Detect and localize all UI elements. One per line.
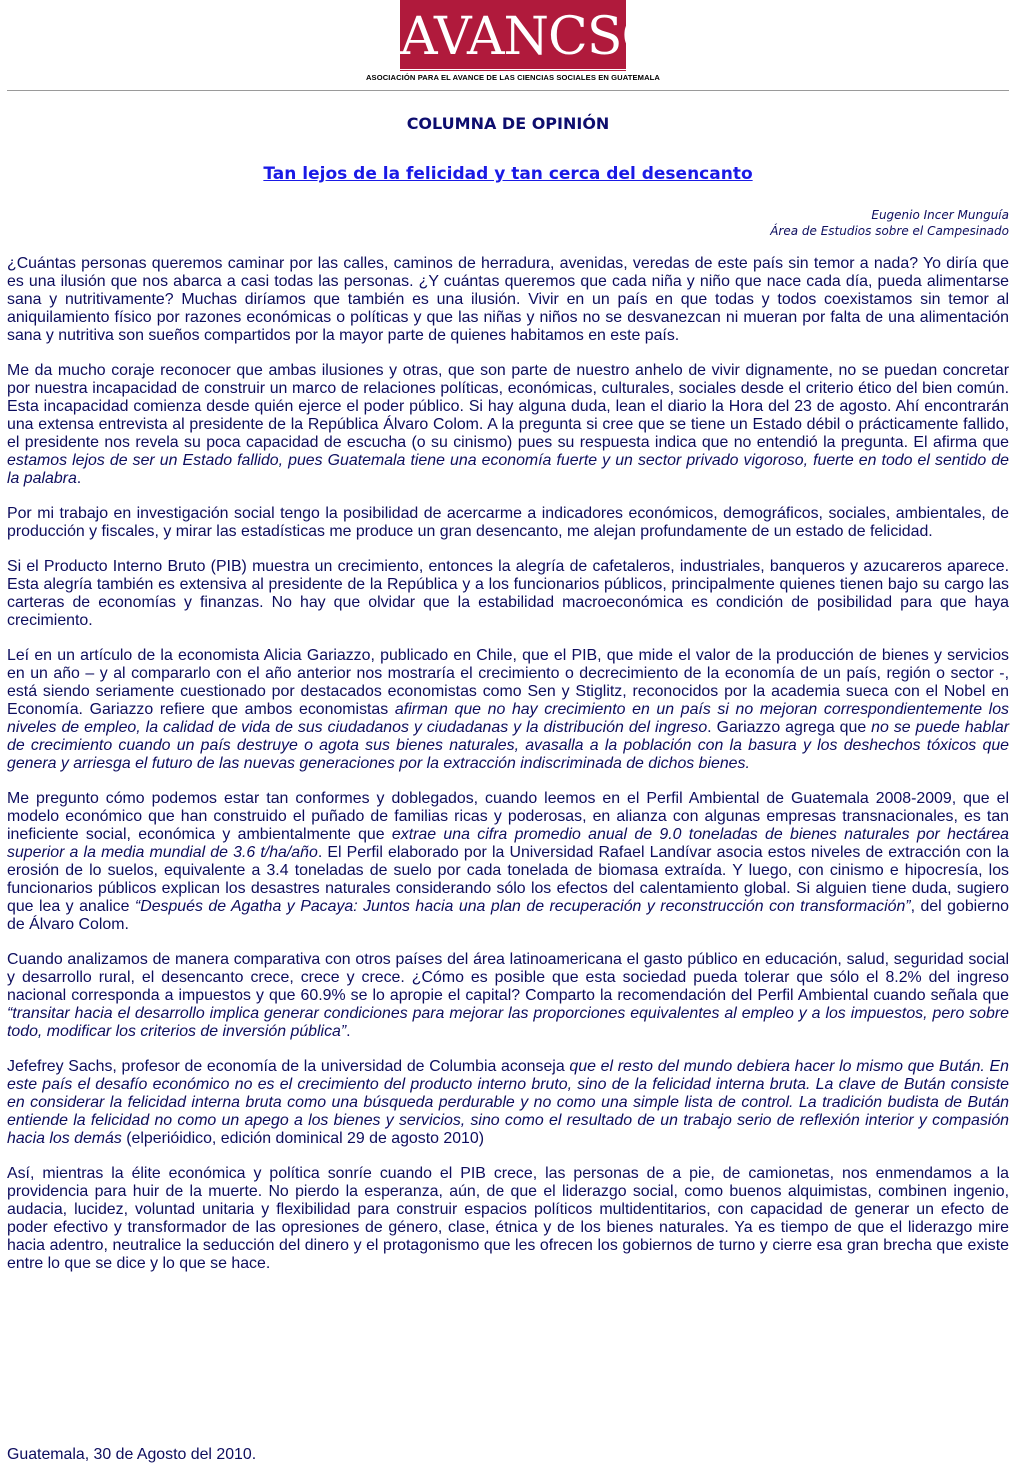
- paragraph-text: .: [346, 1023, 351, 1040]
- paragraph-text: Me da mucho coraje reconocer que ambas ilusiones y otras, que son parte de nuestro anhelo de vivir dignamente, no se puedan concretar por nuestra incapacidad de construir un marco de relaciones políticas, económicas, culturales, sociales desde el criterio ético del bien común. Esta incapacidad comienza desde quién ejerce el poder público. Si hay alguna duda, lean el diario la Hora del 23 de agosto. Ahí encontrarán una extensa entrevista al presidente de la República Álvaro Colom. A la pregunta si cree que se tiene un Estado débil o prácticamente fallido, el presidente nos revela su poca capacidad de escucha (o su cinismo) pues su respuesta indica que no entendió la pregunta. El afirma que: [7, 362, 1009, 451]
- organization-tagline: ASOCIACIÓN PARA EL AVANCE DE LAS CIENCIAS SOCIALES EN GUATEMALA: [365, 73, 661, 82]
- quoted-text: estamos lejos de ser un Estado fallido, pues Guatemala tiene una economía fuerte y un sector privado vigoroso, fuerte en todo el sentido de la palabra: [7, 452, 1009, 487]
- author-name: Eugenio Incer Munguía: [871, 208, 1009, 222]
- article-paragraph: [7, 1165, 1009, 1273]
- paragraph-text: ¿Cuántas personas queremos caminar por las calles, caminos de herradura, avenidas, veredas de este país sin temor a nada? Yo diría que es una ilusión que nos abarca a casi todas las personas. ¿Y cuántas queremos que cada niña y niño que nace cada día, pueda alimentarse sana y nutritivamente? Muchas diríamos que también es una ilusión. Vivir en un país en que todas y todos coexistamos sin temor al aniquilamiento físico por razones económicas o políticas y que las niñas y niños no se desvanezcan ni mueran por falta de una alimentación sana y nutritiva son sueños compartidos por la mayor parte de quienes habitamos en este país.: [7, 255, 1009, 344]
- article-title-link[interactable]: Tan lejos de la felicidad y tan cerca del desencanto: [263, 164, 753, 184]
- paragraph-text: Jefefrey Sachs, profesor de economía de la universidad de Columbia aconseja: [7, 1058, 570, 1075]
- article-paragraph: [7, 505, 1009, 541]
- paragraph-text: .: [76, 470, 82, 487]
- quoted-text: extrae una cifra promedio anual de 9.0 toneladas de bienes naturales por hectárea superior a la media mundial de 3.6 t/ha/año: [7, 826, 1009, 861]
- quoted-text: afirman que no hay crecimiento en un país si no mejoran correspondientemente los niveles de empleo, la calidad de vida de sus ciudadanos y ciudadanas y la distribución del ingreso: [7, 701, 1009, 736]
- logo-underline: [400, 70, 626, 71]
- dateline: Guatemala, 30 de Agosto del 2010.: [7, 1446, 257, 1463]
- article-paragraph: [7, 362, 1009, 488]
- author-affiliation: Área de Estudios sobre el Campesinado: [770, 224, 1009, 238]
- header-divider: [7, 90, 1009, 91]
- article-paragraph: [7, 647, 1009, 773]
- paragraph-text: Leí en un artículo de la economista Alicia Gariazzo, publicado en Chile, que el PIB, que mide el valor de la producción de bienes y servicios en un año – y al compararlo con el año anterior nos mostraría el crecimiento o decrecimiento de la economía de un país, región o sector -, está siendo seriamente cuestionado por destacados economistas como Sen y Stiglitz, reconocidos por la academia sueca con el Nobel en Economía. Gariazzo refiere que ambos economistas: [7, 647, 1009, 718]
- paragraph-text: Me pregunto cómo podemos estar tan conformes y doblegados, cuando leemos en el Perfil Ambiental de Guatemala 2008-2009, que el modelo económico que han construido el puñado de familias ricas y poderosas, en alianza con algunas empresas transnacionales, es tan ineficiente social, económica y ambientalmente que: [7, 790, 1009, 843]
- page: [7, 0, 1009, 1463]
- byline: [770, 207, 1009, 239]
- paragraph-text: . Gariazzo agrega que: [707, 719, 872, 736]
- quoted-text: no se puede hablar de crecimiento cuando un país destruye o agota sus bienes naturales, avasalla a la población con la basura y los deshechos tóxicos que genera y arriesga el futuro de las nuevas generaciones por la extracción indiscriminada de dichos bienes.: [7, 719, 1009, 772]
- paragraph-text: Cuando analizamos de manera comparativa con otros países del área latinoamericana el gasto público en educación, salud, seguridad social y desarrollo rural, el desencanto crece, crece y crece. ¿Cómo es posible que esta sociedad pueda tolerar que sólo el 8.2% del ingreso nacional corresponda a impuestos y que 60.9% se lo apropie el capital? Comparto la recomendación del Perfil Ambiental cuando señala que: [7, 951, 1009, 1004]
- section-title: COLUMNA DE OPINIÓN: [406, 114, 610, 133]
- article-paragraph: [7, 951, 1009, 1041]
- article-paragraph: [7, 1058, 1009, 1148]
- avancso-logo[interactable]: AVANCSO: [400, 0, 626, 69]
- article-body: [7, 255, 1009, 1290]
- paragraph-text: , del gobierno de Álvaro Colom.: [7, 898, 1009, 933]
- paragraph-text: . El Perfil elaborado por la Universidad Rafael Landívar asocia estos niveles de extracción con la erosión de lo suelos, equivalente a 3.4 toneladas de suelo por cada tonelada de biomasa extraída. Y luego, con cinismo e hipocresía, los funcionarios públicos explican los desastres naturales considerando sólo los efectos del calentamiento global. Si alguien tiene duda, sugiero que lea y analice: [7, 844, 1009, 915]
- quoted-text: “transitar hacia el desarrollo implica generar condiciones para mejorar las proporciones equivalentes al empleo y a los impuestos, pero sobre todo, modificar los criterios de inversión pública”: [7, 1005, 1009, 1040]
- quoted-text: que el resto del mundo debiera hacer lo mismo que Bután. En este país el desafío económico no es el crecimiento del producto interno bruto, sino de la felicidad interna bruta. La clave de Bután consiste en considerar la felicidad interna bruta como una búsqueda perdurable y no como una simple lista de control. La tradición budista de Bután entiende la felicidad no como un apego a los bienes y servicios, sino como el resultado de un trabajo serio de reflexión interior y compasión hacia los demás: [7, 1058, 1009, 1147]
- quoted-text: “Después de Agatha y Pacaya: Juntos hacia una plan de recuperación y reconstrucción con transformación”: [134, 898, 911, 915]
- paragraph-text: Así, mientras la élite económica y política sonríe cuando el PIB crece, las personas de a pie, de camionetas, nos enmendamos a la providencia para huir de la muerte. No pierdo la esperanza, aún, de que el liderazgo social, como buenos alquimistas, combinen ingenio, audacia, lucidez, voluntad unitaria y flexibilidad para construir espacios políticos multidentitarios, con capacidad de generar un efecto de poder efectivo y transformador de las opresiones de género, clase, étnica y de los bienes naturales. Ya es tiempo de que el liderazgo mire hacia adentro, neutralice la seducción del dinero y el protagonismo que les ofrecen los gobiernos de turno y cierre esa gran brecha que existe entre lo que se dice y lo que se hace.: [7, 1165, 1009, 1272]
- article-paragraph: [7, 790, 1009, 934]
- article-paragraph: [7, 255, 1009, 345]
- paragraph-text: Si el Producto Interno Bruto (PIB) muestra un crecimiento, entonces la alegría de cafetaleros, industriales, banqueros y azucareros aparece. Esta alegría también es extensiva al presidente de la República y a los funcionarios públicos, principalmente quienes tienen bajo su cargo las carteras de economías y finanzas. No hay que olvidar que la estabilidad macroeconómica es condición de posibilidad para que haya crecimiento.: [7, 558, 1009, 629]
- masthead: [7, 0, 1009, 88]
- paragraph-text: Por mi trabajo en investigación social tengo la posibilidad de acercarme a indicadores económicos, demográficos, sociales, ambientales, de producción y fiscales, y mirar las estadísticas me produce un gran desencanto, me alejan profundamente de un estado de felicidad.: [7, 505, 1009, 540]
- article-paragraph: [7, 558, 1009, 630]
- paragraph-text: (elperióidico, edición dominical 29 de agosto 2010): [121, 1130, 485, 1147]
